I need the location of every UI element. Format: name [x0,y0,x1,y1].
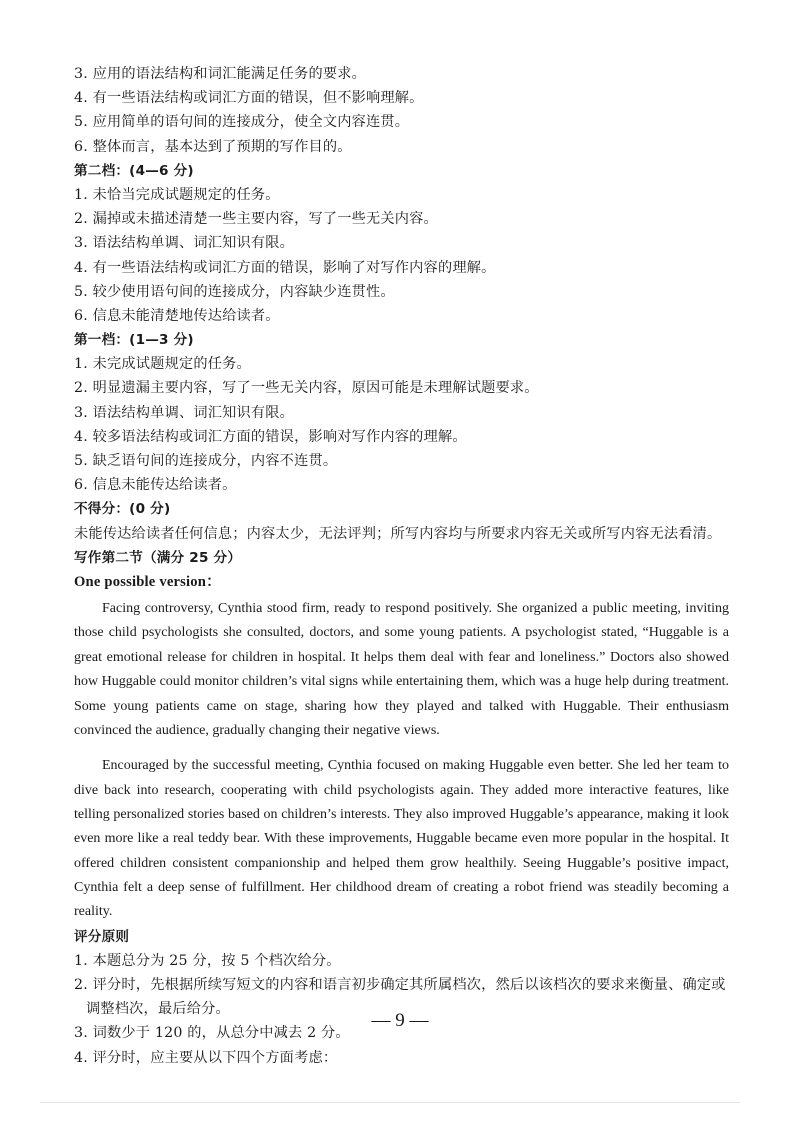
level1-item: 5. 缺乏语句间的连接成分，内容不连贯。 [74,453,338,469]
principle-item: 2. 评分时，先根据所续写短文的内容和语言初步确定其所属档次，然后以该档次的要求来衡量、确定或调整档次，最后给分。 [74,976,726,1018]
sample-paragraph-1: Facing controversy, Cynthia stood firm, ready to respond positively. She organized a public meeting, inviting those child psychologists she consulted, doctors, and some young patients. A psychologist stated, “Huggable is a great emotional release for children in hospital. It helps them deal with fear and loneliness.” Doctors also showed how Huggable could monitor children’s vital signs while entertaining them, which was a huge help during treatment. Some young patients came on stage, sharing how they played and talked with Huggable. Their enthusiasm convinced the audience, gradually changing their negative views. [74,601,729,738]
criteria-line: 5. 应用简单的语句间的连接成分，使全文内容连贯。 [74,114,410,131]
page-edge-divider [40,1102,740,1103]
sample-subheading: One possible version： [74,573,221,590]
level2-item: 5. 较少使用语句间的连接成分，内容缺少连贯性。 [74,283,395,300]
principle-item: 1. 本题总分为 25 分，按 5 个档次给分。 [74,952,341,969]
level2-item: 6. 信息未能清楚地传达给读者。 [74,307,280,324]
criteria-line: 4. 有一些语法结构或词汇方面的错误，但不影响理解。 [74,90,424,107]
level2-item: 1. 未恰当完成试题规定的任务。 [74,186,280,203]
level1-item: 2. 明显遗漏主要内容，写了一些无关内容，原因可能是未理解试题要求。 [74,380,539,397]
level2-item: 4. 有一些语法结构或词汇方面的错误，影响了对写作内容的理解。 [74,259,496,276]
level2-item: 2. 漏掉或未描述清楚一些主要内容，写了一些无关内容。 [74,211,438,228]
level2-heading: 第二档：(4—6 分) [74,162,194,179]
level1-item: 6. 信息未能传达给读者。 [74,477,237,494]
level1-item: 1. 未完成试题规定的任务。 [74,356,251,373]
level1-item: 4. 较多语法结构或词汇方面的错误，影响对写作内容的理解。 [74,428,467,445]
level1-item: 3. 语法结构单调、词汇知识有限。 [74,404,295,421]
sample-paragraph-2: Encouraged by the successful meeting, Cynthia focused on making Huggable even better. She led her team to dive back into research, cooperating with child psychologists again. They added more interactive features, like telling personalized stories based on children’s interests. They also improved Huggable’s appearance, making it look even more like a real teddy bear. With these improvements, Huggable became even more popular in the hospital. It offered children consistent companionship and helped them grow healthily. Seeing Huggable’s positive impact, Cynthia felt a deep sense of fulfillment. Her childhood dream of creating a robot friend was steadily becoming a reality. [74,758,729,920]
page-number: — 9 — [371,1010,429,1031]
criteria-line: 6. 整体而言，基本达到了预期的写作目的。 [74,138,352,155]
document-page [74,62,729,1070]
level1-heading: 第一档：(1—3 分) [74,332,194,349]
criteria-line: 3. 应用的语法结构和词汇能满足任务的要求。 [74,66,367,82]
principle-item: 3. 词数少于 120 的，从总分中减去 2 分。 [74,1025,350,1042]
principle-item: 4. 评分时，应主要从以下四个方面考虑： [74,1049,338,1066]
section2-heading: 写作第二节（满分 25 分） [74,549,242,566]
principles-heading: 评分原则 [74,928,130,945]
level2-item: 3. 语法结构单调、词汇知识有限。 [74,235,295,252]
zero-text: 未能传达给读者任何信息；内容太少，无法评判；所写内容均与所要求内容无关或所写内容无法看清。 [74,525,722,542]
zero-heading: 不得分：(0 分) [74,501,171,518]
